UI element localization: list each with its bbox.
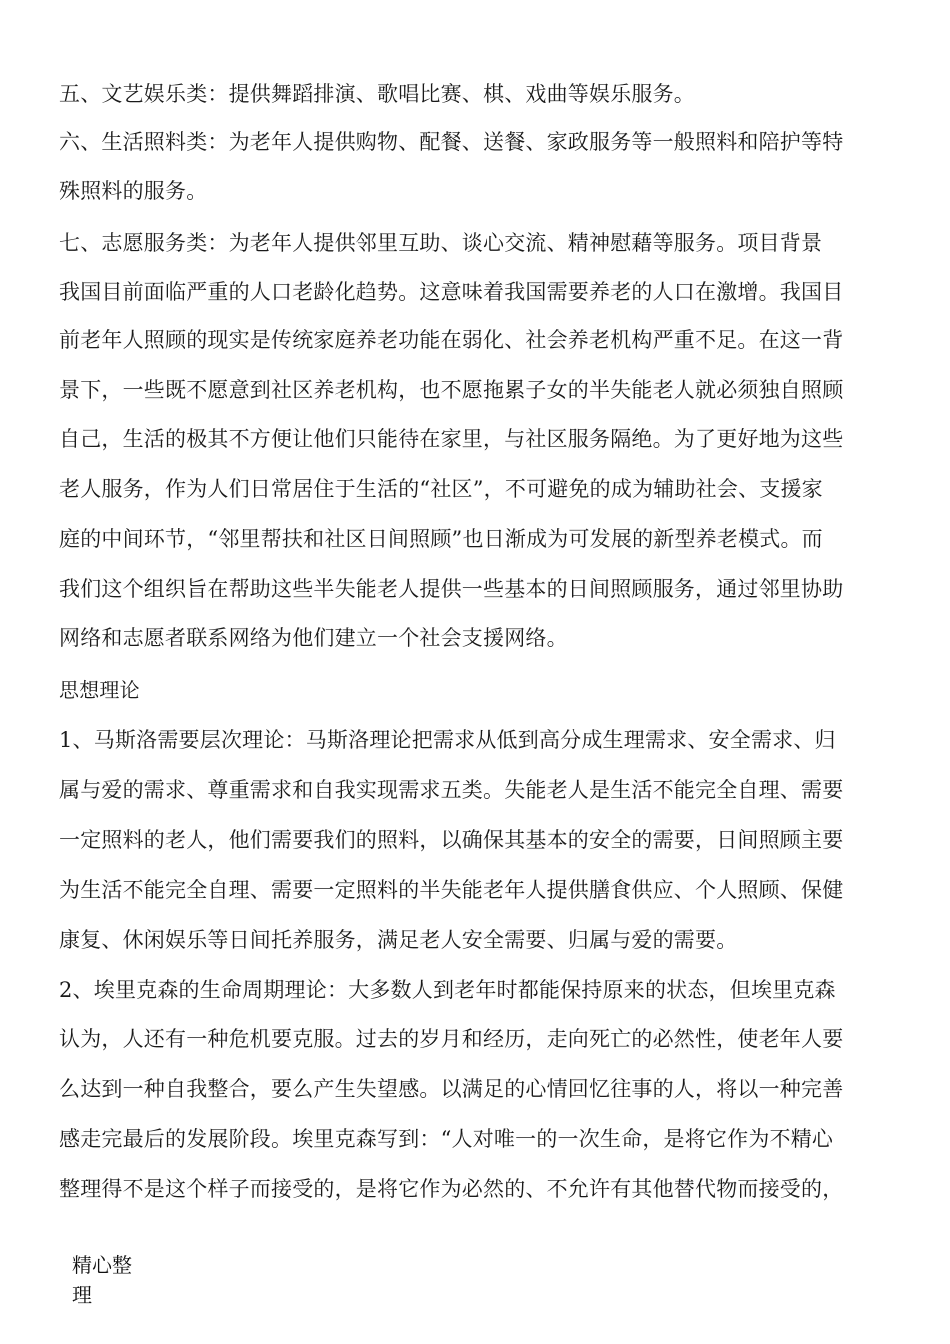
text-line: 老人服务，作为人们日常居住于生活的“社区”，不可避免的成为辅助社会、支援家 (59, 477, 823, 501)
text-line: 属与爱的需求、尊重需求和自我实现需求五类。失能老人是生活不能完全自理、需要 (59, 778, 844, 802)
text-line: 景下，一些既不愿意到社区养老机构，也不愿拖累子女的半失能老人就必须独自照顾 (59, 378, 844, 402)
text-line: 感走完最后的发展阶段。埃里克森写到：“人对唯一的一次生命，是将它作为不精心 (59, 1127, 834, 1151)
footer-note (72, 1250, 152, 1310)
text-line: 殊照料的服务。 (59, 179, 208, 203)
text-line: 么达到一种自我整合，要么产生失望感。以满足的心情回忆往事的人，将以一种完善 (59, 1077, 844, 1101)
text-line: 为生活不能完全自理、需要一定照料的半失能老年人提供膳食供应、个人照顾、保健 (59, 878, 844, 902)
text-line: 前老年人照顾的现实是传统家庭养老功能在弱化、社会养老机构严重不足。在这一背 (59, 328, 844, 352)
text-line: 1、马斯洛需要层次理论：马斯洛理论把需求从低到高分成生理需求、安全需求、归 (59, 728, 836, 752)
footer-line: 精心整 (72, 1253, 132, 1277)
text-line: 七、志愿服务类：为老年人提供邻里互助、谈心交流、精神慰藉等服务。项目背景 (59, 231, 823, 255)
text-line: 认为，人还有一种危机要克服。过去的岁月和经历，走向死亡的必然性，使老年人要 (59, 1027, 844, 1051)
text-line: 康复、休闲娱乐等日间托养服务，满足老人安全需要、归属与爱的需要。 (59, 928, 738, 952)
text-line: 2、埃里克森的生命周期理论：大多数人到老年时都能保持原来的状态，但埃里克森 (59, 978, 836, 1002)
text-line: 网络和志愿者联系网络为他们建立一个社会支援网络。 (59, 626, 568, 650)
section-heading: 思想理论 (59, 678, 140, 702)
text-line: 六、生活照料类：为老年人提供购物、配餐、送餐、家政服务等一般照料和陪护等特 (59, 130, 844, 154)
text-line: 一定照料的老人，他们需要我们的照料，以确保其基本的安全的需要，日间照顾主要 (59, 828, 844, 852)
text-line: 庭的中间环节，“邻里帮扶和社区日间照顾”也日渐成为可发展的新型养老模式。而 (59, 527, 823, 551)
footer-line: 理 (72, 1283, 92, 1307)
text-line: 整理得不是这个样子而接受的，是将它作为必然的、不允许有其他替代物而接受的， (59, 1177, 844, 1201)
text-line: 我国目前面临严重的人口老龄化趋势。这意味着我国需要养老的人口在激增。我国目 (59, 280, 844, 304)
text-line: 五、文艺娱乐类：提供舞蹈排演、歌唱比赛、棋、戏曲等娱乐服务。 (59, 82, 695, 106)
text-line: 我们这个组织旨在帮助这些半失能老人提供一些基本的日间照顾服务，通过邻里协助 (59, 577, 844, 601)
text-line: 自己，生活的极其不方便让他们只能待在家里，与社区服务隔绝。为了更好地为这些 (59, 427, 844, 451)
